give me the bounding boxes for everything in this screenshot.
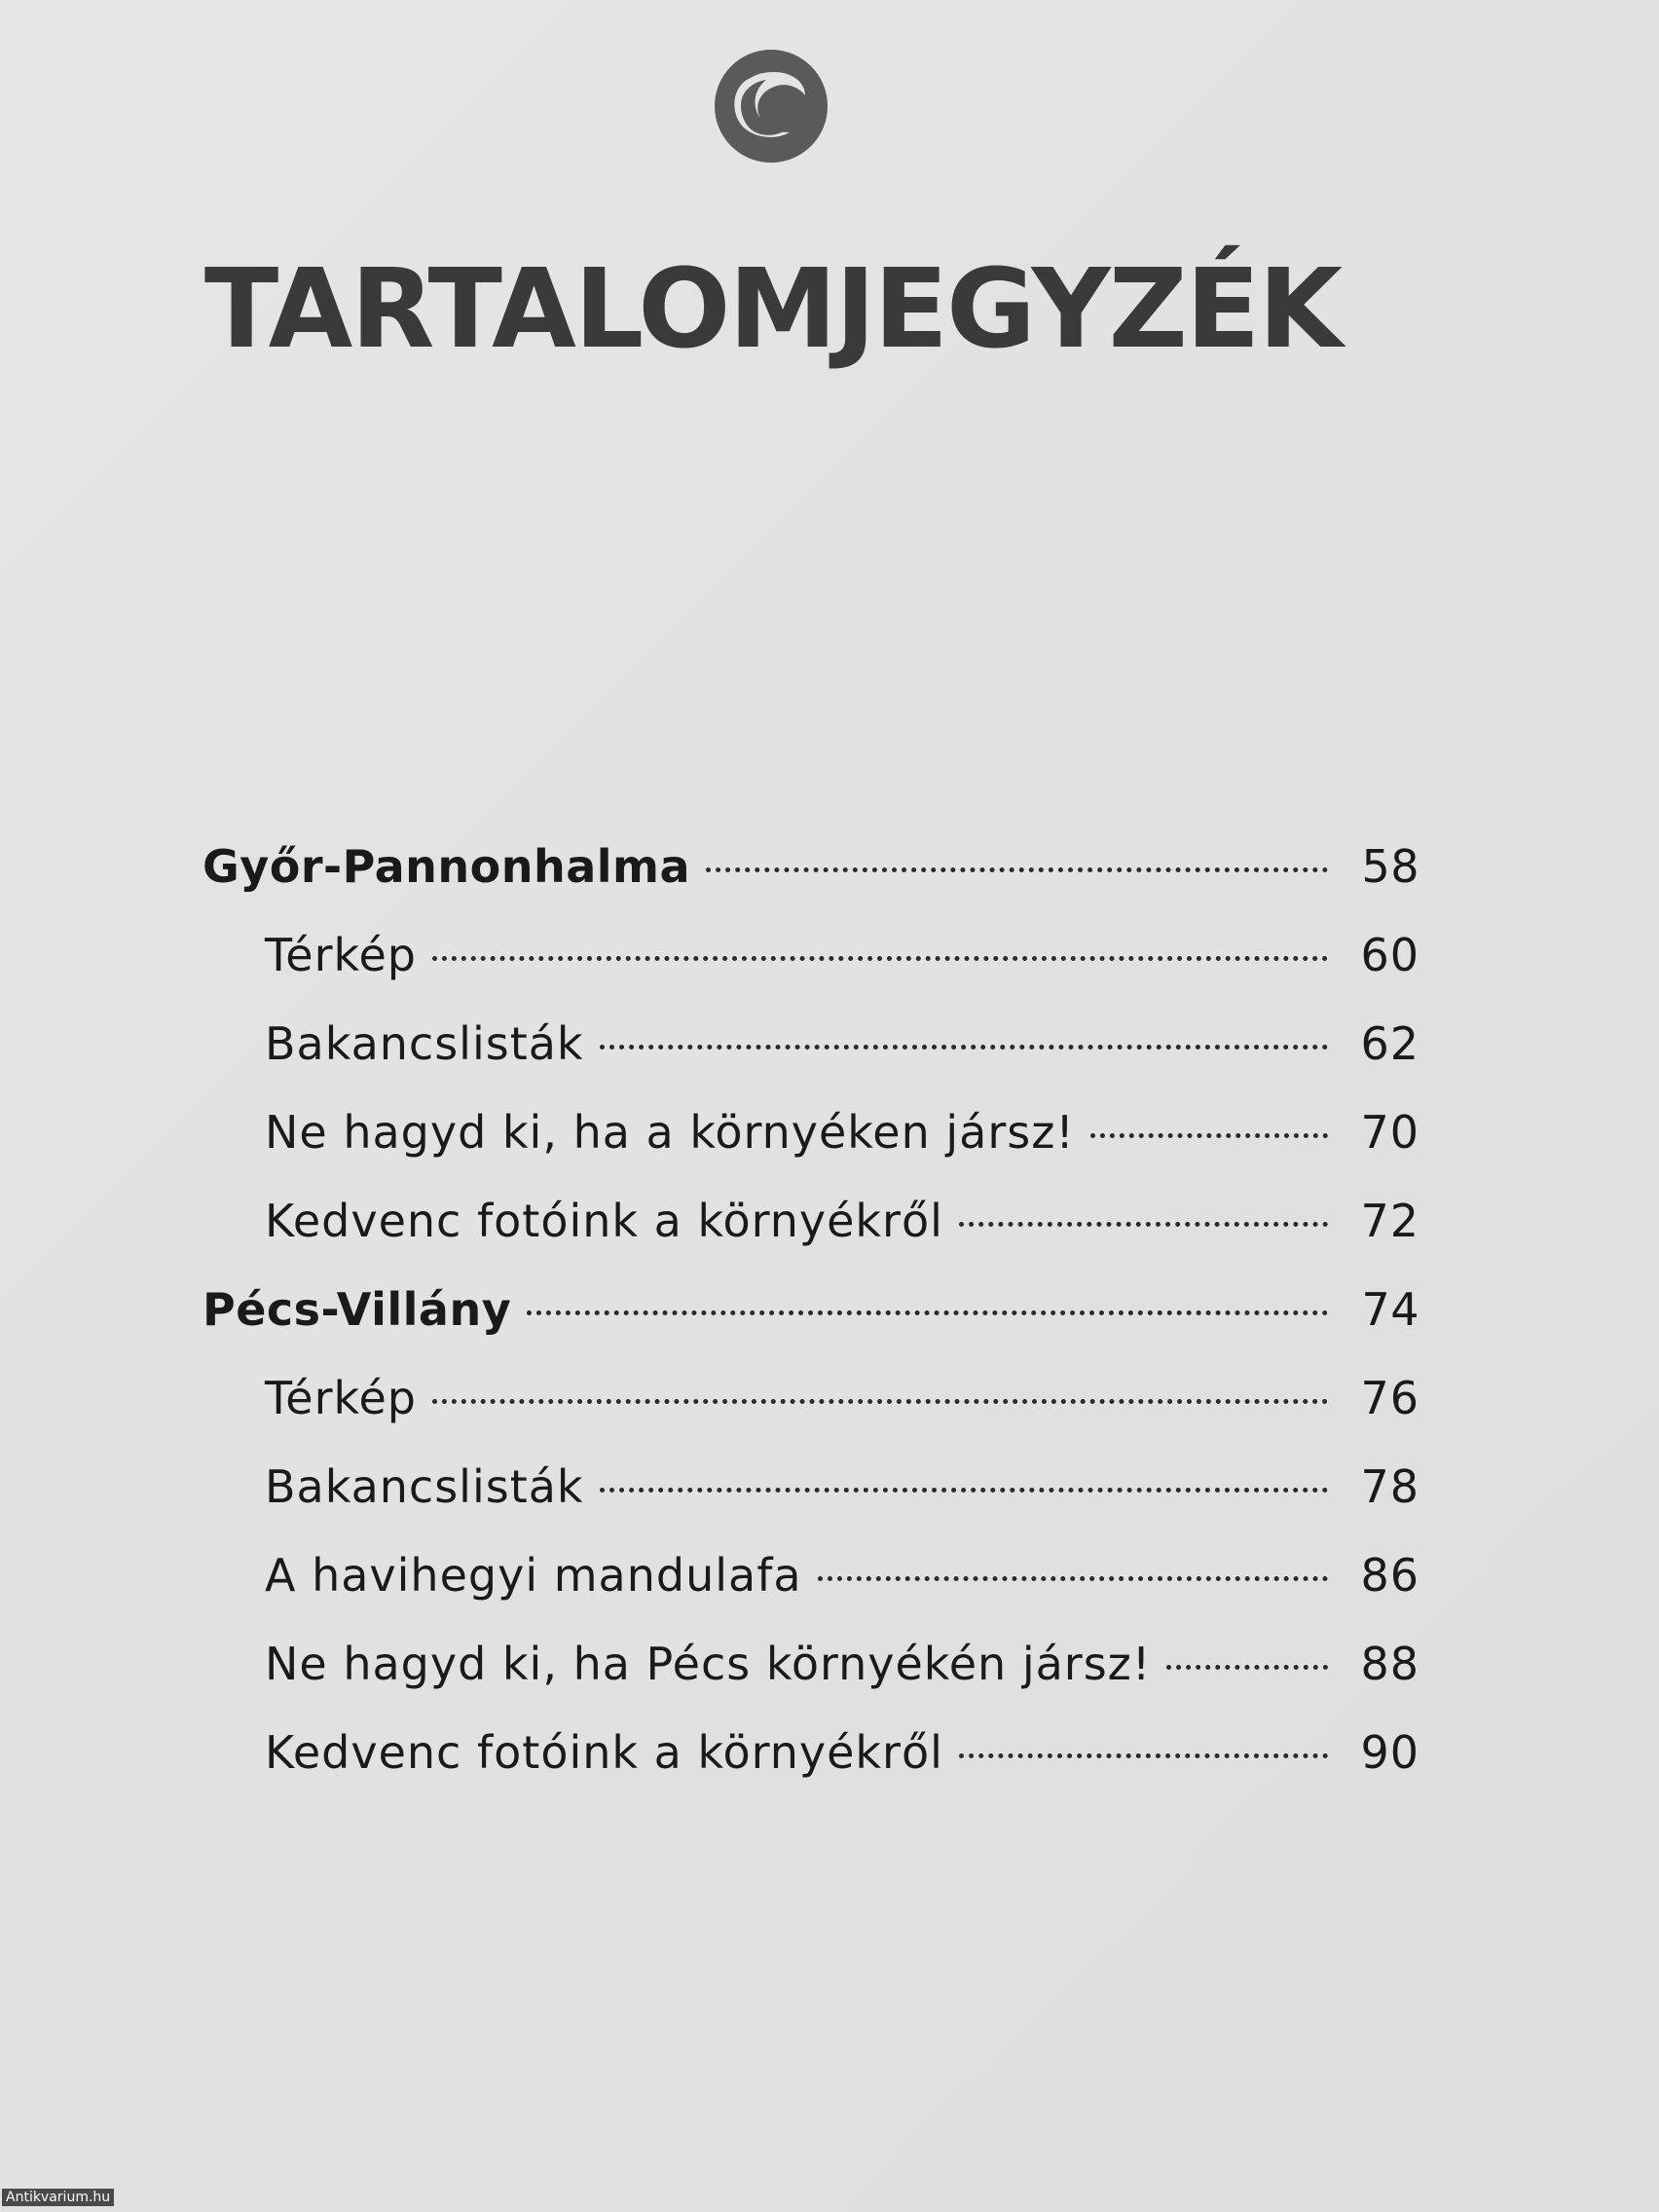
page-title: TARTALOMJEGYZÉK <box>203 246 1342 373</box>
watermark: Antikvarium.hu <box>2 2189 114 2206</box>
toc-entry <box>265 1369 1419 1427</box>
dot-leader <box>1166 1665 1328 1670</box>
toc-entry-title: Kedvenc fotóink a környékről <box>265 1195 943 1247</box>
dot-leader <box>600 1488 1328 1493</box>
toc-entry <box>265 1014 1419 1073</box>
toc-entry <box>265 1457 1419 1516</box>
toc-entry-title: A havihegyi mandulafa <box>265 1549 802 1602</box>
toc-entry <box>203 1280 1419 1339</box>
toc-entry-page-number: 72 <box>1360 1195 1419 1247</box>
toc-entry-title: Pécs-Villány <box>203 1283 512 1336</box>
toc-entry-page-number: 90 <box>1360 1726 1419 1779</box>
toc-entry-page-number: 74 <box>1361 1283 1419 1336</box>
toc-entry-title: Bakancslisták <box>265 1460 584 1513</box>
dot-leader <box>818 1576 1328 1581</box>
toc-entry-title: Győr-Pannonhalma <box>203 840 691 893</box>
toc-entry <box>265 1103 1419 1161</box>
toc-entry-page-number: 88 <box>1360 1638 1419 1690</box>
toc-entry <box>265 1723 1419 1782</box>
toc-entry <box>203 837 1419 896</box>
toc-entry <box>265 1635 1419 1693</box>
dot-leader <box>959 1222 1328 1227</box>
toc-entry-page-number: 76 <box>1360 1372 1419 1424</box>
dot-leader <box>959 1753 1328 1758</box>
toc-entry-title: Térkép <box>265 1372 417 1424</box>
toc-entry-page-number: 58 <box>1361 840 1419 893</box>
toc-entry-page-number: 62 <box>1360 1017 1419 1070</box>
toc-entry-title: Ne hagyd ki, ha Pécs környékén jársz! <box>265 1638 1152 1690</box>
toc-entry <box>265 1192 1419 1250</box>
toc-entry-page-number: 60 <box>1360 929 1419 981</box>
toc-entry-page-number: 78 <box>1360 1460 1419 1513</box>
dot-leader <box>432 1399 1328 1404</box>
toc-entry-page-number: 70 <box>1360 1106 1419 1159</box>
toc-entry-title: Térkép <box>265 929 417 981</box>
toc-entry-page-number: 86 <box>1360 1549 1419 1602</box>
dot-leader <box>1090 1133 1328 1138</box>
dot-leader <box>432 956 1328 961</box>
dot-leader <box>527 1310 1328 1315</box>
toc-entry-title: Bakancslisták <box>265 1017 584 1070</box>
dot-leader <box>706 867 1328 872</box>
toc-entry-title: Ne hagyd ki, ha a környéken jársz! <box>265 1106 1075 1159</box>
toc-entry-title: Kedvenc fotóink a környékről <box>265 1726 943 1779</box>
dot-leader <box>600 1045 1328 1050</box>
toc-entry <box>265 1546 1419 1604</box>
toc-entry <box>265 926 1419 984</box>
